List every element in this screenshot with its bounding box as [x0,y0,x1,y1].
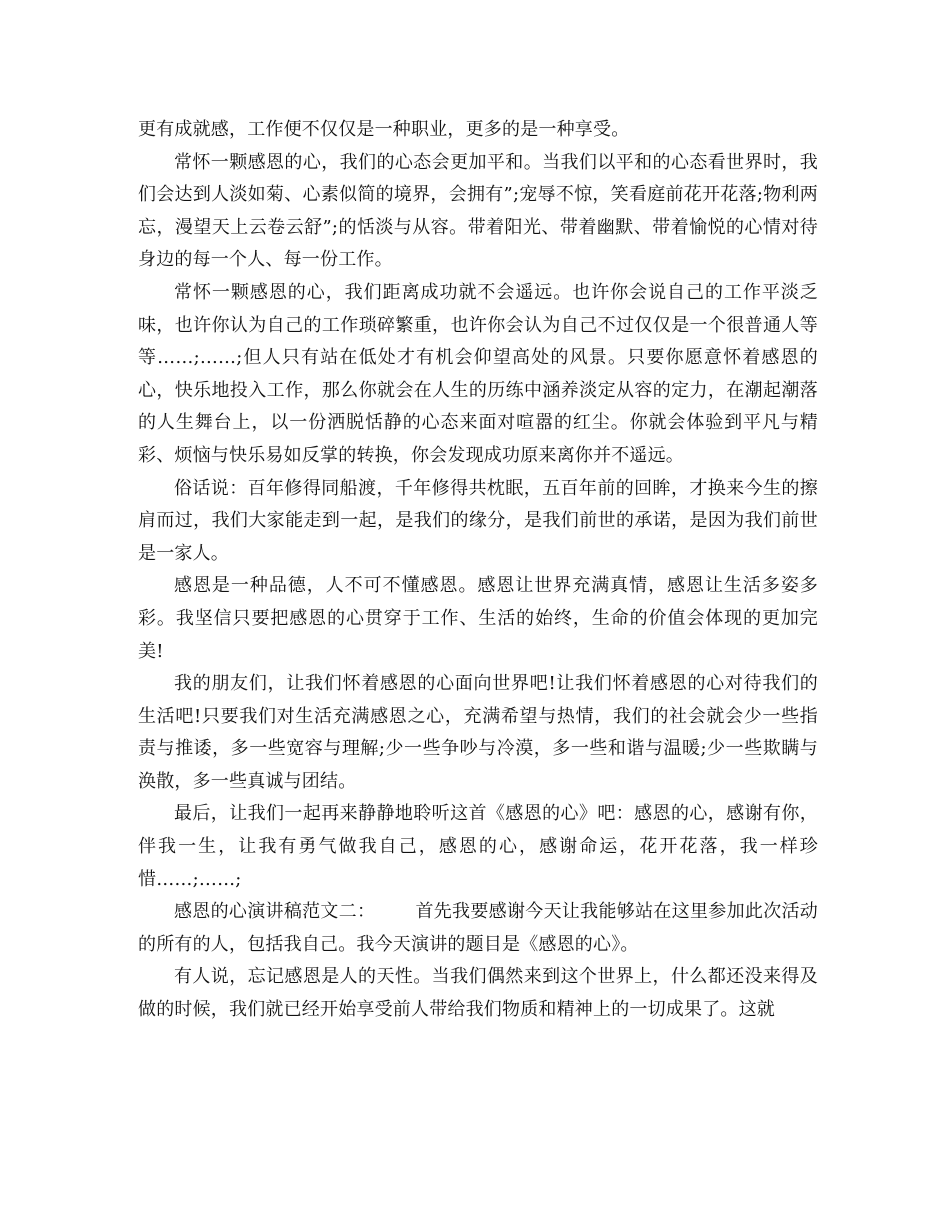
paragraph-8 [138,896,818,961]
paragraph-6: 我的朋友们，让我们怀着感恩的心面向世界吧!让我们怀着感恩的心对待我们的生活吧!只要我们对生活充满感恩之心，充满希望与热情，我们的社会就会少一些指责与推诿，多一些宽容与理解;少一些争吵与冷漠，多一些和谐与温暖;少一些欺瞒与涣散，多一些真诚与团结。 [138,673,818,792]
speech-intro: 首先我要感谢今天让我能够站在这里参加此次活动的所有的人，包括我自己。我今天演讲的题目是《感恩的心》。 [138,901,819,955]
speech-heading: 感恩的心演讲稿范文二： [174,901,376,923]
paragraph-2: 常怀一颗感恩的心，我们的心态会更加平和。当我们以平和的心态看世界时，我们会达到人淡如菊、心素似简的境界，会拥有”;宠辱不惊，笑看庭前花开花落;物利两忘，漫望天上云卷云舒”;的恬淡与从容。带着阳光、带着幽默、带着愉悦的心情对待身边的每一个人、每一份工作。 [138,151,818,271]
paragraph-3: 常怀一颗感恩的心，我们距离成功就不会遥远。也许你会说自己的工作平淡乏味，也许你认为自己的工作琐碎繁重，也许你会认为自己不过仅仅是一个很普通人等等……;……;但人只有站在低处才有机会仰望高处的风景。只要你愿意怀着感恩的心，快乐地投入工作，那么你就会在人生的历练中涵养淡定从容的定力，在潮起潮落的人生舞台上，以一份洒脱恬静的心态来面对喧嚣的红尘。你就会体验到平凡与精彩、烦恼与快乐易如反掌的转换，你会发现成功原来离你并不遥远。 [138,281,818,466]
paragraph-9: 有人说，忘记感恩是人的天性。当我们偶然来到这个世界上，什么都还没来得及做的时候，我们就已经开始享受前人带给我们物质和精神上的一切成果了。这就 [138,966,818,1021]
paragraph-7: 最后，让我们一起再来静静地聆听这首《感恩的心》吧：感恩的心，感谢有你，伴我一生，让我有勇气做我自己，感恩的心，感谢命运，花开花落，我一样珍惜……;……; [138,803,818,890]
paragraph-4: 俗话说：百年修得同船渡，千年修得共枕眠，五百年前的回眸，才换来今生的擦肩而过，我们大家能走到一起，是我们的缘分，是我们前世的承诺，是因为我们前世是一家人。 [138,477,818,564]
paragraph-1: 更有成就感，工作便不仅仅是一种职业，更多的是一种享受。 [138,119,630,140]
document-body [138,114,818,1027]
paragraph-5: 感恩是一种品德，人不可不懂感恩。感恩让世界充满真情，感恩让生活多姿多彩。我坚信只要把感恩的心贯穿于工作、生活的始终，生命的价值会体现的更加完美! [138,575,818,662]
